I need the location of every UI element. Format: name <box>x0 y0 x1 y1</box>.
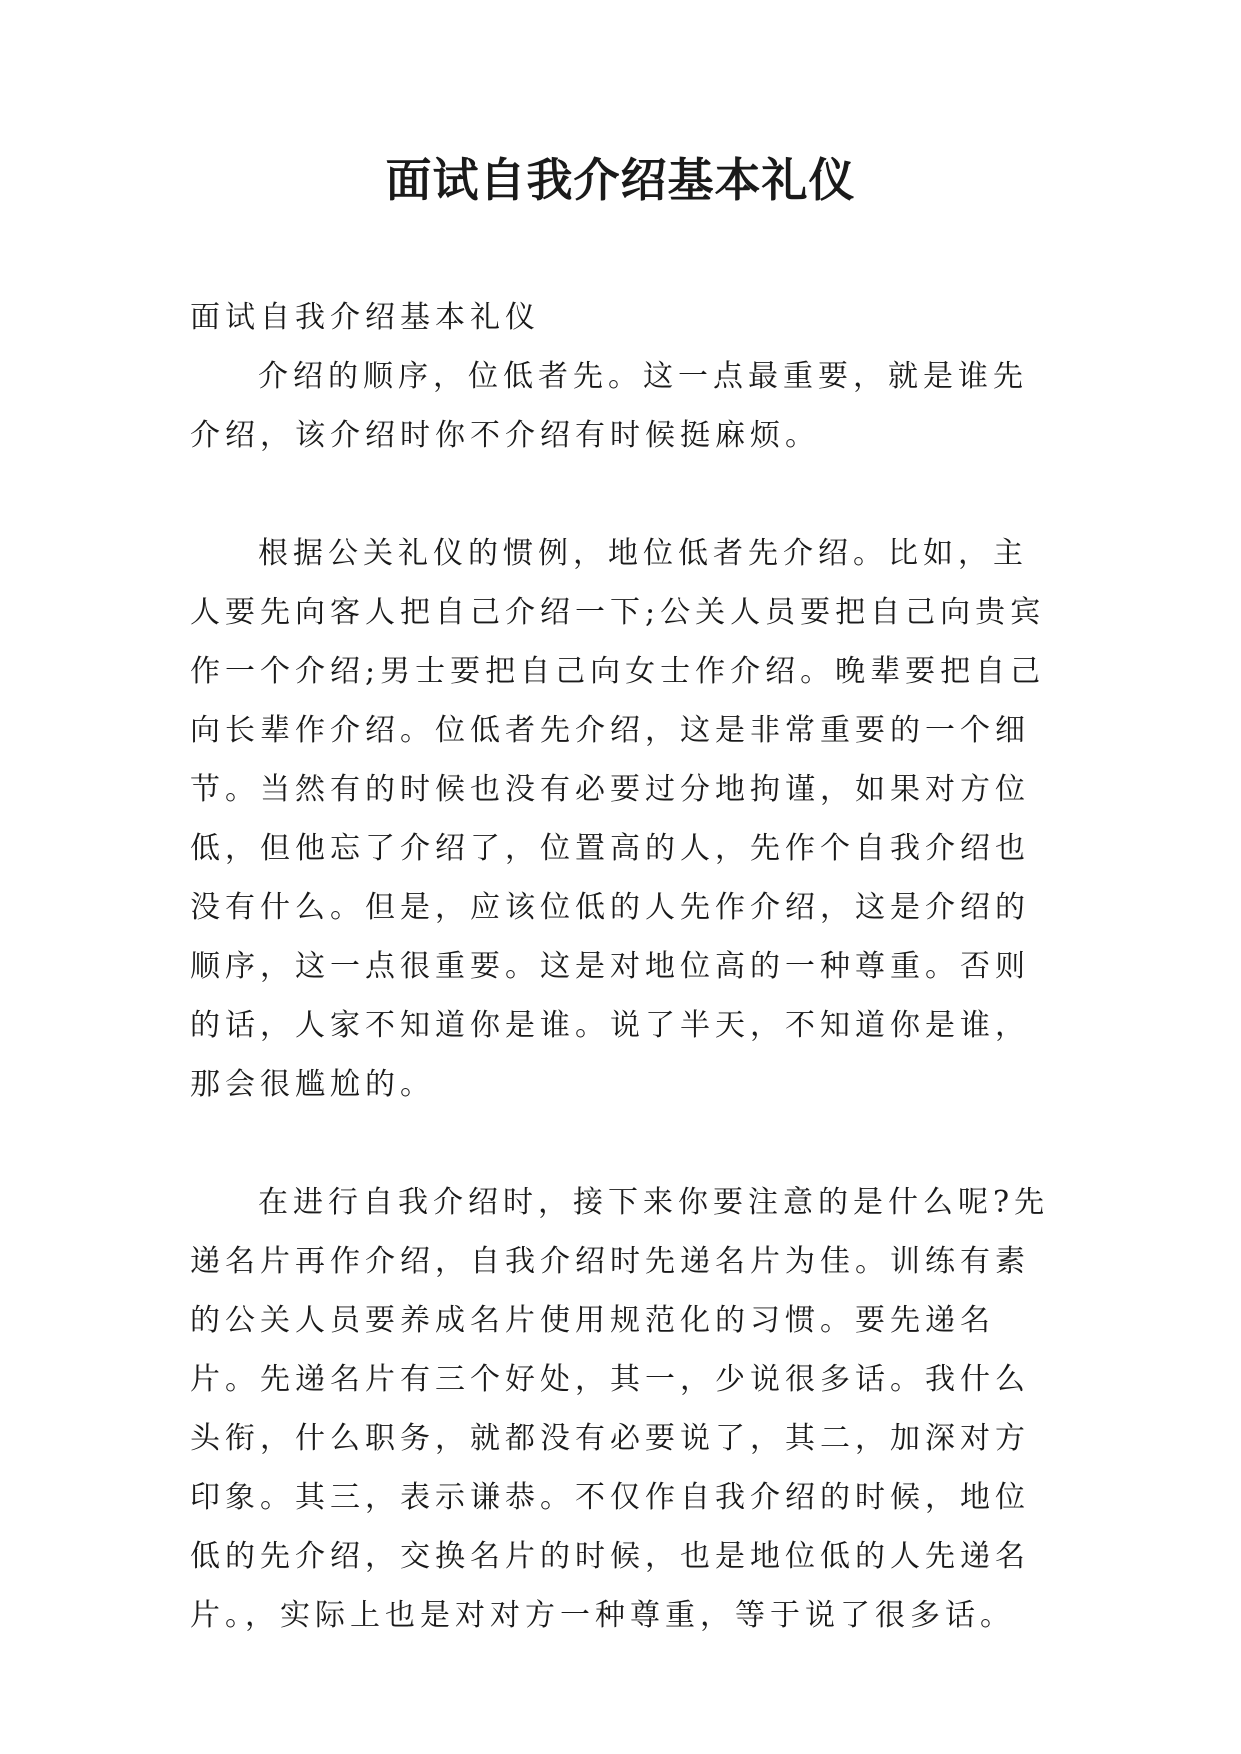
paragraph-business-card: 在进行自我介绍时，接下来你要注意的是什么呢?先递名片再作介绍，自我介绍时先递名片为佳。训练有素的公关人员要养成名片使用规范化的习惯。要先递名片。先递名片有三个好处，其一，少说很多话。我什么头衔，什么职务，就都没有必要说了，其二，加深对方印象。其三，表示谦恭。不仅作自我介绍的时候，地位低的先介绍，交换名片的时候，也是地位低的人先递名片。，实际上也是对对方一种尊重，等于说了很多话。 <box>190 1185 1050 1633</box>
paragraph-introduction-order: 介绍的顺序，位低者先。这一点最重要，就是谁先介绍，该介绍时你不介绍有时候挺麻烦。 <box>190 359 1028 453</box>
document-body <box>190 288 1062 1645</box>
paragraph-gap <box>190 465 1062 524</box>
document-title: 面试自我介绍基本礼仪 <box>385 153 856 207</box>
paragraph-etiquette-convention: 根据公关礼仪的惯例，地位低者先介绍。比如，主人要先向客人把自己介绍一下;公关人员要把自己向贵宾作一个介绍;男士要把自己向女士作介绍。晚辈要把自己向长辈作介绍。位低者先介绍，这是非常重要的一个细节。当然有的时候也没有必要过分地拘谨，如果对方位低，但他忘了介绍了，位置高的人，先作个自我介绍也没有什么。但是，应该位低的人先作介绍，这是介绍的顺序，这一点很重要。这是对地位高的一种尊重。否则的话，人家不知道你是谁。说了半天，不知道你是谁，那会很尴尬的。 <box>190 536 1046 1102</box>
paragraph-gap <box>190 1114 1062 1173</box>
document-subtitle: 面试自我介绍基本礼仪 <box>190 300 540 335</box>
